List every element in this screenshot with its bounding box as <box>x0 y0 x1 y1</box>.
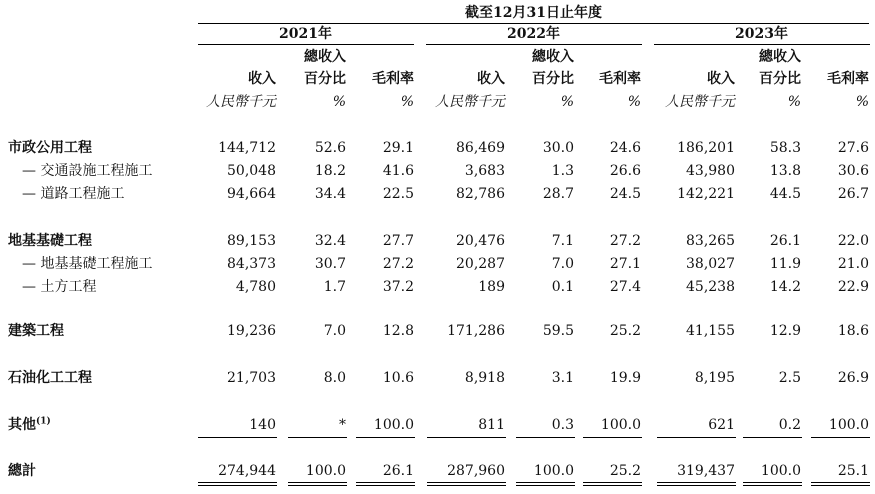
cell-value: 82,786 <box>456 186 505 202</box>
total-value: 100.0 <box>305 463 346 479</box>
cell-value: 37.2 <box>382 279 414 295</box>
total-double-line <box>516 482 575 486</box>
cell-value: 8,918 <box>464 370 505 386</box>
cell-value: 59.5 <box>542 323 574 339</box>
year-underline <box>426 44 642 45</box>
cell-value: 811 <box>478 417 505 433</box>
row-label <box>8 140 92 156</box>
cell-value: 27.2 <box>609 233 641 249</box>
row-label-text: — 地基基礎工程施工 <box>22 256 153 272</box>
year-header: 2022年 <box>507 26 560 42</box>
cell-value: 30.0 <box>542 140 574 156</box>
col-header-share-top: 總收入 <box>759 49 801 65</box>
cell-value: 86,469 <box>456 140 505 156</box>
cell-value: 83,265 <box>686 233 735 249</box>
subtotal-line <box>516 437 575 438</box>
cell-value: 10.6 <box>382 370 414 386</box>
cell-value: 22.5 <box>382 186 414 202</box>
cell-value: * <box>339 417 346 433</box>
cell-value: 38,027 <box>686 256 735 272</box>
year-header: 2021年 <box>279 26 332 42</box>
total-value: 287,960 <box>447 463 505 479</box>
cell-value: 19.9 <box>609 370 641 386</box>
unit-pct: % <box>855 94 869 110</box>
row-label-text: — 道路工程施工 <box>22 186 125 202</box>
col-header-margin: 毛利率 <box>827 71 869 87</box>
row-label <box>8 233 92 249</box>
cell-value: 4,780 <box>235 279 276 295</box>
cell-value: 100.0 <box>600 417 641 433</box>
cell-value: 1.7 <box>323 279 346 295</box>
cell-value: 20,476 <box>456 233 505 249</box>
subtotal-line <box>356 437 415 438</box>
total-double-line <box>657 482 736 486</box>
cell-value: 140 <box>249 417 276 433</box>
subtotal-line <box>288 437 347 438</box>
row-label <box>8 279 96 295</box>
cell-value: 0.2 <box>778 417 801 433</box>
cell-value: 0.3 <box>551 417 574 433</box>
cell-value: 621 <box>708 417 735 433</box>
unit-revenue: 人民幣千元 <box>665 94 735 110</box>
cell-value: 189 <box>478 279 505 295</box>
cell-value: 27.4 <box>609 279 641 295</box>
cell-value: 19,236 <box>227 323 276 339</box>
col-header-share: 百分比 <box>759 71 801 87</box>
cell-value: 30.7 <box>314 256 346 272</box>
row-label-text: 地基基礎工程 <box>8 233 92 249</box>
cell-value: 3,683 <box>464 163 505 179</box>
row-label <box>8 370 92 386</box>
cell-value: 3.1 <box>551 370 574 386</box>
col-header-revenue: 收入 <box>248 71 276 87</box>
total-value: 25.1 <box>837 463 869 479</box>
cell-value: 58.3 <box>769 140 801 156</box>
cell-value: 26.9 <box>837 370 869 386</box>
cell-value: 27.1 <box>609 256 641 272</box>
cell-value: 27.2 <box>382 256 414 272</box>
row-label-text: 市政公用工程 <box>8 140 92 156</box>
total-value: 26.1 <box>382 463 414 479</box>
cell-value: 24.6 <box>609 140 641 156</box>
cell-value: 171,286 <box>447 323 505 339</box>
cell-value: 1.3 <box>551 163 574 179</box>
cell-value: 21.0 <box>837 256 869 272</box>
cell-value: 142,221 <box>677 186 735 202</box>
cell-value: 144,712 <box>218 140 276 156</box>
cell-value: 7.1 <box>551 233 574 249</box>
unit-pct: % <box>627 94 641 110</box>
unit-revenue: 人民幣千元 <box>435 94 505 110</box>
cell-value: 26.7 <box>837 186 869 202</box>
row-label <box>8 256 152 272</box>
col-header-revenue: 收入 <box>707 71 735 87</box>
total-double-line <box>811 482 870 486</box>
cell-value: 29.1 <box>382 140 414 156</box>
cell-value: 7.0 <box>551 256 574 272</box>
cell-value: 100.0 <box>373 417 414 433</box>
subtotal-line <box>583 437 642 438</box>
cell-value: 21,703 <box>227 370 276 386</box>
cell-value: 100.0 <box>828 417 869 433</box>
year-underline <box>198 44 414 45</box>
cell-value: 8.0 <box>323 370 346 386</box>
cell-value: 94,664 <box>227 186 276 202</box>
cell-value: 13.8 <box>769 163 801 179</box>
unit-pct: % <box>332 94 346 110</box>
col-header-share: 百分比 <box>532 71 574 87</box>
unit-revenue: 人民幣千元 <box>206 94 276 110</box>
row-label <box>8 163 152 179</box>
cell-value: 22.0 <box>837 233 869 249</box>
unit-pct: % <box>787 94 801 110</box>
unit-pct: % <box>560 94 574 110</box>
row-label <box>8 323 64 339</box>
cell-value: 26.1 <box>769 233 801 249</box>
col-header-share-top: 總收入 <box>532 49 574 65</box>
row-label-text: 建築工程 <box>8 323 64 339</box>
cell-value: 50,048 <box>227 163 276 179</box>
col-header-margin: 毛利率 <box>599 71 641 87</box>
cell-value: 52.6 <box>314 140 346 156</box>
cell-value: 34.4 <box>314 186 346 202</box>
subtotal-line <box>427 437 506 438</box>
cell-value: 0.1 <box>551 279 574 295</box>
period-underline <box>198 23 869 24</box>
total-label: 總計 <box>8 463 36 479</box>
cell-value: 2.5 <box>778 370 801 386</box>
cell-value: 30.6 <box>837 163 869 179</box>
total-double-line <box>288 482 347 486</box>
total-double-line <box>427 482 506 486</box>
unit-pct: % <box>400 94 414 110</box>
cell-value: 32.4 <box>314 233 346 249</box>
cell-value: 28.7 <box>542 186 574 202</box>
cell-value: 89,153 <box>227 233 276 249</box>
cell-value: 20,287 <box>456 256 505 272</box>
cell-value: 18.6 <box>837 323 869 339</box>
cell-value: 18.2 <box>314 163 346 179</box>
total-value: 100.0 <box>760 463 801 479</box>
row-label-text: 石油化工工程 <box>8 370 92 386</box>
total-value: 319,437 <box>677 463 735 479</box>
cell-value: 12.8 <box>382 323 414 339</box>
cell-value: 7.0 <box>323 323 346 339</box>
total-double-line <box>198 482 277 486</box>
cell-value: 26.6 <box>609 163 641 179</box>
cell-value: 25.2 <box>609 323 641 339</box>
row-label-text: 其他 <box>8 417 36 433</box>
total-value: 274,944 <box>218 463 276 479</box>
subtotal-line <box>657 437 736 438</box>
col-header-share: 百分比 <box>304 71 346 87</box>
footnote-marker: (1) <box>36 416 51 427</box>
cell-value: 24.5 <box>609 186 641 202</box>
row-label-text: — 土方工程 <box>22 279 97 295</box>
year-header: 2023年 <box>735 26 788 42</box>
total-value: 100.0 <box>533 463 574 479</box>
subtotal-line <box>198 437 277 438</box>
cell-value: 27.7 <box>382 233 414 249</box>
total-double-line <box>743 482 802 486</box>
cell-value: 22.9 <box>837 279 869 295</box>
cell-value: 43,980 <box>686 163 735 179</box>
subtotal-line <box>743 437 802 438</box>
row-label-text: — 交通設施工程施工 <box>22 163 153 179</box>
cell-value: 45,238 <box>686 279 735 295</box>
col-header-margin: 毛利率 <box>372 71 414 87</box>
total-double-line <box>356 482 415 486</box>
cell-value: 14.2 <box>769 279 801 295</box>
cell-value: 44.5 <box>769 186 801 202</box>
total-double-line <box>583 482 642 486</box>
cell-value: 186,201 <box>677 140 735 156</box>
cell-value: 41.6 <box>382 163 414 179</box>
subtotal-line <box>811 437 870 438</box>
col-header-share-top: 總收入 <box>304 49 346 65</box>
period-header: 截至12月31日止年度 <box>465 5 602 21</box>
total-value: 25.2 <box>609 463 641 479</box>
cell-value: 27.6 <box>837 140 869 156</box>
col-header-revenue: 收入 <box>477 71 505 87</box>
row-label <box>8 417 51 433</box>
row-label <box>8 186 124 202</box>
cell-value: 11.9 <box>769 256 801 272</box>
cell-value: 12.9 <box>769 323 801 339</box>
cell-value: 84,373 <box>227 256 276 272</box>
year-underline <box>654 44 870 45</box>
cell-value: 8,195 <box>694 370 735 386</box>
cell-value: 41,155 <box>686 323 735 339</box>
